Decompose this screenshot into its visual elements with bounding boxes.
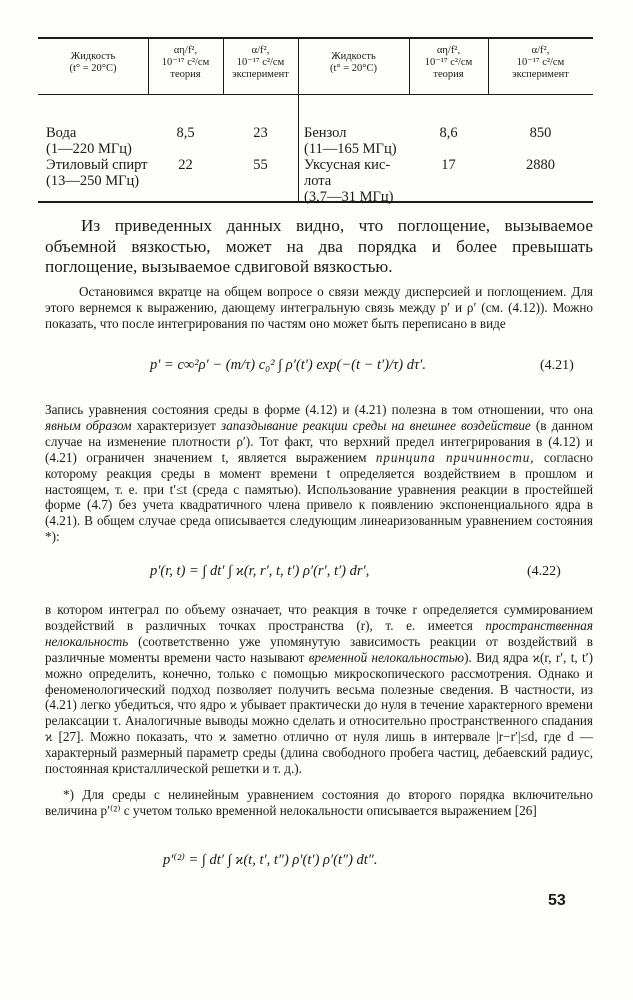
equation-number-4-21: (4.21)	[540, 358, 574, 373]
footnote-equation: p′⁽²⁾ = ∫ dt′ ∫ ϰ(t, t′, t″) ρ′(t′) ρ′(t″) dt″.	[163, 852, 378, 868]
header-liquid-left: Жидкость (t° = 20°C)	[69, 51, 117, 74]
text-run: (соответственно уже упомянутую зависимость реакции от воздействий в различные моменты времени часто называют	[45, 633, 593, 665]
text-run: ). Вид ядра ϰ(r, r′, t, t′) можно определить, конечно, только с помощью микроскопического рассмотрения. Однако и феноменологический подход позволяет получить весьма полезные сведения. В частности, из (4.21) легко убедиться, что ядро ϰ убывает практически до нуля в течение характерного времени релаксации τ. Аналогичные выводы можно сделать и относительно пространственного спадания ϰ [27]. Можно показать, что ϰ заметно отлично от нуля лишь в интервале |r−r′|≤d, где d — характерный размерный параметр среды (длина свободного пробега частиц, дебаевский радиус, постоянная кристаллической решетки и т. д.).	[45, 649, 593, 777]
page-number: 53	[548, 892, 566, 909]
equation-4-22: p′(r, t) = ∫ dt′ ∫ ϰ(r, r′, t, t′) ρ′(r′, t′) dr′,	[150, 563, 370, 579]
equation-4-21: p′ = c∞²ρ′ − (m/τ) c₀² ∫ ρ′(t′) exp(−(t − t′)/τ) dτ′.	[150, 357, 426, 373]
cell-liquids-right: Бензол (11—165 МГц) Уксусная кис- лота (3,7—31 МГц)	[304, 125, 397, 205]
paragraph-causality	[45, 402, 593, 545]
emphasis-text: запаздывание реакции среды на внешнее воздействие	[220, 417, 531, 433]
header-theory-left: αη/f², 10⁻¹⁷ c²/см теория	[161, 45, 210, 80]
cell-exp-right: 850 2880	[526, 125, 555, 173]
spaced-emphasis-text: принципа причинности,	[375, 449, 535, 465]
header-liquid-right: Жидкость (t° = 20°C)	[330, 51, 377, 74]
emphasis-text: временной нелокальностью	[308, 649, 465, 665]
text-run: в котором интеграл по объему означает, что реакция в точке r определяется суммированием воздействий в различных точках пространства (r), т. е. имеется	[45, 602, 593, 633]
paragraph-dispersion: Остановимся вкратце на общем вопросе о связи между дисперсией и поглощением. Для этого вернемся к выражению, дающему интегральную связь между p′ и ρ′ (см. (4.12)). Можно показать, что после интегрирования по частям оно может быть переписано в виде	[45, 284, 593, 331]
header-theory-right: αη/f², 10⁻¹⁷ c²/см теория	[424, 45, 473, 80]
table-header-rule	[38, 94, 593, 95]
cell-theory-left: 8,5 22	[176, 125, 195, 173]
footnote: *) Для среды с нелинейным уравнением состояния до второго порядка включительно величина p′⁽²⁾ с учетом только временной нелокальности описывается выражением [26]	[45, 787, 593, 818]
emphasis-text: явным образом	[45, 417, 132, 433]
table-top-rule	[38, 37, 593, 39]
text-run: характеризует	[131, 417, 221, 433]
header-exp-right: α/f², 10⁻¹⁷ c²/см эксперимент	[512, 45, 569, 80]
cell-theory-right: 8,6 17	[439, 125, 458, 173]
text-run: Запись уравнения состояния среды в форме (4.12) и (4.21) полезна в том отношении, что она	[45, 402, 593, 417]
text-run: согласно которому реакция среды в момент времени t определяется воздействием в прошлом и настоящем, т. е. при t′≤t (среда с памятью). Использование уравнения реакции в простейшей форме (4.7) без учета квадратичного члена привело к появлению экспоненциального ядра в (4.21). В общем случае среда описывается следующим линеаризованным уравнением состояния *):	[45, 449, 594, 545]
cell-liquids-left: Вода (1—220 МГц) Этиловый спирт (13—250 МГц)	[46, 125, 148, 189]
lead-paragraph: Из приведенных данных видно, что поглощение, вызываемое объемной вязкостью, может на два порядка и более превышать поглощение, вызываемое сдвиговой вязкостью.	[45, 216, 593, 276]
emphasis-text: пространственная нелокальность	[45, 617, 593, 649]
equation-number-4-22: (4.22)	[527, 564, 561, 579]
header-exp-left: α/f², 10⁻¹⁷ c²/см эксперимент	[232, 45, 289, 80]
text-run: (в данном случае на изменение плотности ρ′). Тот факт, что верхний предел интегрирования в (4.12) и (4.21) ограничен значением t, является выражением	[45, 417, 593, 465]
cell-exp-left: 23 55	[253, 125, 268, 173]
paragraph-nonlocality	[45, 602, 593, 777]
